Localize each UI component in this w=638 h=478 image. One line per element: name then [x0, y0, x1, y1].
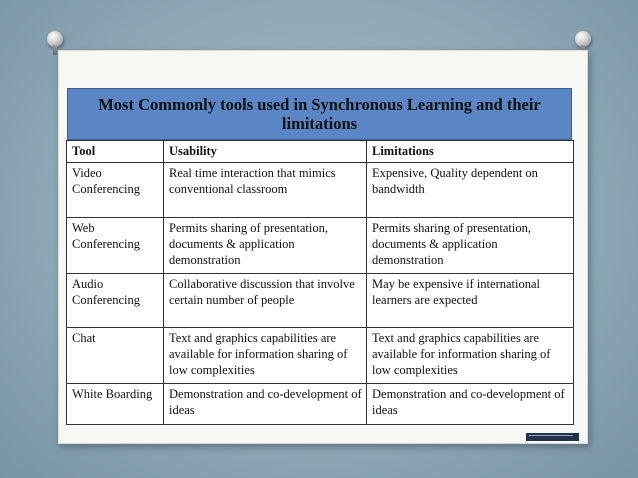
cell-limitations: Expensive, Quality dependent on bandwidth [367, 163, 574, 218]
cell-tool: Audio Conferencing [67, 274, 164, 328]
corner-accent-bar [526, 433, 579, 441]
cell-tool: Chat [67, 328, 164, 384]
table-row [67, 163, 574, 218]
cell-tool: Video Conferencing [67, 163, 164, 218]
cell-limitations: May be expensive if international learners are expected [367, 274, 574, 328]
cell-tool: White Boarding [67, 384, 164, 425]
slide-title: Most Commonly tools used in Synchronous Learning and their limitations [98, 95, 541, 133]
cell-limitations: Permits sharing of presentation, documents & application demonstration [367, 218, 574, 274]
table-row [67, 328, 574, 384]
tools-table [66, 140, 574, 425]
cell-limitations: Text and graphics capabilities are available for information sharing of low complexities [367, 328, 574, 384]
cell-usability: Demonstration and co-development of ideas [164, 384, 367, 425]
cell-tool: Web Conferencing [67, 218, 164, 274]
cell-limitations: Demonstration and co-development of ideas [367, 384, 574, 425]
cell-usability: Collaborative discussion that involve certain number of people [164, 274, 367, 328]
header-tool: Tool [67, 141, 164, 163]
header-limitations: Limitations [367, 141, 574, 163]
cell-usability: Text and graphics capabilities are available for information sharing of low complexities [164, 328, 367, 384]
cell-usability: Permits sharing of presentation, documents & application demonstration [164, 218, 367, 274]
pushpin-left-stem [53, 45, 57, 55]
table-header-row [67, 141, 574, 163]
table-row [67, 218, 574, 274]
table-row [67, 274, 574, 328]
header-usability: Usability [164, 141, 367, 163]
table-row [67, 384, 574, 425]
cell-usability: Real time interaction that mimics conventional classroom [164, 163, 367, 218]
title-banner [67, 88, 572, 140]
